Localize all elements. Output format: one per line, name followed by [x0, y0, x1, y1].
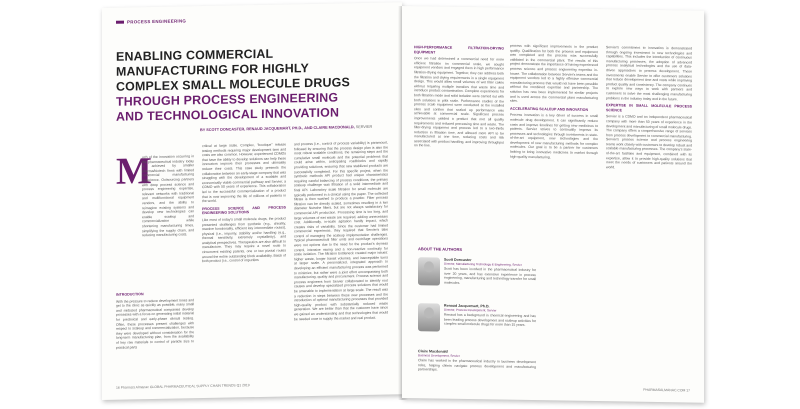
right-col2 — [510, 44, 598, 164]
col2-text: critical at large scale. Complex, "boutique" release testing methods requiring major development time and costs are also common. However, experienced CDMOs that have the ability to develop solutions can help these innovators improve their processes and ultimately reduce their costs. This case study presents the collaboration between an early-stage company that was struggling with the development of a scalable and economically viable commercial pathway and Servier, a CDMO with 50 years of experience. This collaboration led to the successful commercialization of a product that is now improving the life of millions of patients in the world. — [202, 142, 286, 204]
left-footer: 16 Pharma's Almanac GLOBAL PHARMACEUTICAL SUPPLY CHAIN TRENDS Q1 2019 — [116, 383, 250, 390]
author-role: Director, Process Development, Servier — [444, 307, 497, 313]
author-card — [418, 255, 538, 301]
author-name: Claire Macdonald — [418, 349, 448, 354]
byline-org: SERVIER — [355, 124, 373, 130]
left-col1-top — [142, 154, 194, 241]
left-page — [102, 2, 402, 400]
right-col1-heading: HIGH-PERFORMANCE FILTRATION-DRYING EQUIPMENT — [414, 45, 504, 55]
authors-box — [418, 246, 538, 388]
byline — [200, 124, 390, 133]
right-col2-body: Process innovation is a key driver of success in small molecule drug development. It can significantly reduce costs and improve timelines for getting new medicines to patients. Servier strives to continually improve its processes and technologies through investments in state-of-the-art equipment, new technologies and the development of new manufacturing methods for complex molecules. Our goal is to be a partner for customers looking to bring innovative medicines to market through high-quality manufacturing. — [510, 113, 598, 159]
left-col1-bottom — [116, 288, 194, 353]
section-tag: PROCESS ENGINEERING — [116, 18, 186, 24]
author-card — [418, 301, 538, 347]
left-col2 — [202, 142, 286, 266]
author-bio: Renaud has a background in chemical engineering and has been leading process development and scaleup activities for complex small molecule drugs for more than 15 years. — [444, 312, 536, 328]
authors-heading: ABOUT THE AUTHORS — [418, 246, 463, 252]
right-col3-heading: EXPERTISE IN SMALL MOLECULE PROCESS SCIENCE — [606, 103, 692, 113]
section2-heading: PROCESS SCIENCE AND PROCESS ENGINEERING SOLUTIONS — [202, 205, 286, 216]
article-title — [116, 45, 356, 125]
title-accent: THROUGH PROCESS ENGINEERING AND TECHNOLOGICAL INNOVATION — [116, 90, 340, 124]
author-card — [418, 347, 538, 393]
right-page — [402, 6, 704, 403]
author-role: Business Development, Servier — [418, 353, 460, 358]
author-info — [418, 349, 536, 374]
right-col1 — [414, 42, 504, 152]
right-col2-heading: ACCELERATING SCALEUP AND INNOVATION — [510, 106, 589, 112]
author-name: Scott Doncaster — [444, 257, 472, 263]
title-main: ENABLING COMMERCIAL MANUFACTURING FOR HIGHLY COMPLEX SMALL MOLECULE DRUGS — [116, 46, 350, 94]
intro-body: With the pressure to reduce development times and get to the clinic as quickly as possible, many small and midsized pharmaceutical companies develop processes with a focus on generating initial material for preclinical and early-phase clinical testing. Often, these processes present challenges with respect to scaleup and commercialization, because they were developed without consideration for the long-term manufacturing plan, from the availability of key raw materials to control of particle size to practical parts — [116, 297, 194, 350]
left-col3 — [294, 141, 388, 325]
right-col2-text: process with significant improvements in the product quality. Qualification for both the process and equipment was completed and the process was successfully validated in the commercial plant. The results of this project demonstrate the importance of having experienced process science and process engineering expertise in-house. The collaboration between Servier's teams and the equipment vendors led to a highly effective commercial manufacturing process that would not have been possible without the combined expertise and partnership. The solution has now been implemented for similar projects and is used across the commercial plant manufacturing sites. — [510, 43, 598, 103]
author-name: Renaud Jacquemart, Ph.D. — [444, 303, 490, 309]
byline-authors: BY SCOTT DONCASTER, RENAUD JACQUEMART, PH.D., AND CLAIRE MACDONALD, — [200, 125, 355, 133]
author-info — [444, 258, 536, 287]
avatar — [418, 257, 440, 285]
author-info — [444, 304, 536, 328]
right-col3 — [606, 45, 692, 174]
drop-cap: M — [116, 150, 152, 193]
right-col3-text: Servier's commitment to innovation is demonstrated through ongoing investment in new technologies and capabilities. This includes the introduction of continuous manufacturing processes, the adoption of advanced process analytical technologies and the use of data-driven approaches to process development. These investments enable Servier to offer customers solutions that reduce development time and costs while improving product quality and consistency. The company continues to explore new ways to work with partners and customers to solve the most challenging manufacturing problems in the industry today and in the future. — [606, 45, 692, 101]
author-bio: Claire has worked in the pharmaceutical industry in business development roles, helping clients navigate process development and manufacturing partnerships. — [418, 358, 536, 372]
col3-text: and process (i.e., control of process variability) is paramount, followed by ensuring that the process design plan is also the most robust scalable conditions, the remaining steps and the cumulative small molecule and the potential problems that could arise within, anticipating roadblocks and rapidly providing solutions, ensuring that new stabilized products are successfully completed. For this specific project, when the synthetic methods API product had unique characteristics requiring careful balancing of process conditions, the primary scaleup challenge was filtration of a solid intermediate and final API. Laboratory scale filtration for small molecule are typically performed in a clinical using the paper. The collected filtrate is then washed to produce a powder. Filter process filtration can be directly scaled, sometimes resulting in a two diameter Nutsche filters, but are not always satisfactory for commercial API production. Processing time is too long, and large volumes of wet waste are required, adding unnecessary cost. Additionally, in-scale agitation hardly impact, which creates risks of variability. Since the customer had limited commercial experience, they required that Servier's take control of managing the scaleup implementation challenges. Typical pharmaceutical filter units and centrifuge operations were not options due to the need for the product's dryness control, intensive mixing and a non-reactive continuity for scale isolation. The filtration bottleneck created major issues: higher waste, longer transit volumes, and inacceptable turns at larger scale. A personalized, integrated approach to developing an efficient manufacturing process was performed to minimize, but rather were a joint effort encompassing both manufacturing, quality and procurement. Process science and process engineers from Servier collaborated to identify root causes and develop specialized process solutions that would be amenable to implementation at large scale. The result was a reduction in steps between these new processes and the introduction of optimal manufacturing processes that provided high-quality product with substantially reduced waste generation. We are better than that the customer have since we gained an understanding and that technologies that would be needed once to supply the market and real product. — [294, 140, 388, 321]
avatar — [418, 303, 440, 331]
col2-body: Like most of today's small molecule drugs, the product presented challenges from synthetic (e.g., chirality, reactive functionality, efficient key intermediate routes), physical (i.e., impurity, stability and/or handling (e.g., thermal sensitivity, extremely crystallinity), and analytical perspectives. Therapeutics are also difficult to manufacture. They may require a novel route to circumvent existing patents, one or two pivotal routes around the entire outstanding block availability. Batch of both product (i.e., control of impurities — [202, 216, 286, 264]
right-footer: PHARMASALMANAC.COM 17 — [643, 387, 690, 393]
author-role: Director, Manufacturing Technology & Engineering, Servier — [444, 261, 522, 267]
intro-heading: INTRODUCTION — [116, 292, 144, 297]
right-col3-body: Servier is a CDMO and an independent pharmaceutical company with more than 50 years of experience in the development and manufacturing of small molecule drugs. The company offers a comprehensive range of services from process development to commercial manufacturing. Servier's process science and process engineering teams work closely with customers to develop robust and scalable manufacturing processes. The company's state-of-the-art facilities and equipment, combined with its expertise, allow it to provide high-quality solutions that meet the needs of customers and patients around the world. — [606, 114, 692, 170]
intro-text: uch of the innovation occurring in the pharmaceutical industry today is achieved by smaller pharma/biotech firms with limited commercial manufacturing experience. Outsourcing partners with deep process science and process engineering expertise, relevant networks with traditional and multifunctional equipment vendors, and the ability to reimagine existing systems and develop new technologies can enable scaleup and commercialization while shortening manufacturing times, simplifying the supply chain, and reducing manufacturing costs. — [142, 154, 194, 238]
author-bio: Scott has been involved in the pharmaceutical industry for over 20 years, and has extensive experience in process engineering, manufacturing and technology transfer for small molecules. — [444, 266, 536, 285]
right-col1-text: Once we had determined a commercial need for more efficient filtration on commercial scale, we sought equipment vendors and engaged them in high performance filtration-drying equipment. Together, they can address both the filtration and drying requirements in a single equipment design. This would allow small volumes of wet filter cakes without requiring multiple transfers that waste time and introduce product contamination. Complete experiments for both filtration mode and solid isolation were carried out with both solutions in pilot scale. Performance studies of the process scale equipment were conducted at the installed sites and confirm that scaled up performance was achievable at commercial scale. Significant process improvements yielded a product that met all quality requirements and reduced processing time and waste. The filter-drying equipment and process led to a two-thirds reduction in filtration time, and allowed more API to be manufactured at one time, reducing costs and risk associated with product handling, and improving throughput on the line. — [414, 56, 504, 148]
